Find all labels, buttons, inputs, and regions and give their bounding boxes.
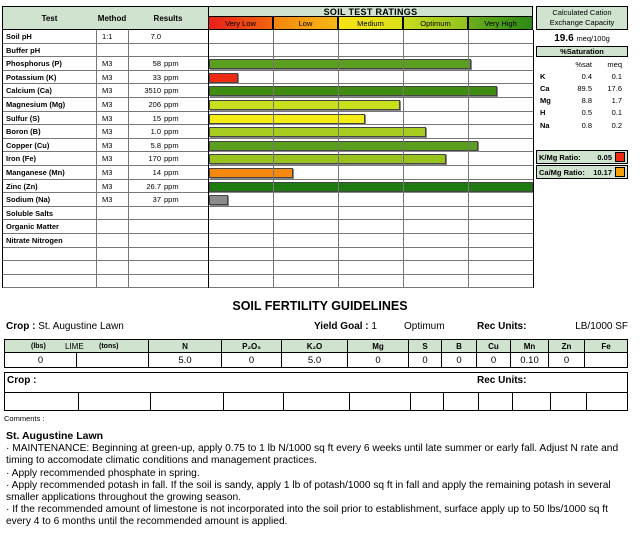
test-name: Manganese (Mn) — [6, 168, 65, 177]
nutrient-header: Mg — [348, 339, 409, 353]
test-method: M3 — [102, 181, 113, 191]
result-value: 3510 — [144, 86, 161, 96]
test-result — [130, 152, 206, 165]
test-result — [130, 139, 206, 152]
col-line — [512, 392, 513, 410]
saturation-row — [536, 119, 628, 131]
col-line — [2, 30, 3, 288]
saturation-element: Na — [540, 120, 550, 130]
cec-panel — [536, 6, 628, 131]
rec-units-value: LB/1000 SF — [575, 321, 628, 332]
test-name: Buffer pH — [6, 45, 41, 55]
tons-label: (tons) — [99, 342, 119, 350]
col-line — [349, 392, 350, 410]
crop-line — [6, 321, 630, 335]
rating-bar — [209, 73, 238, 83]
result-unit: ppm — [164, 140, 179, 150]
test-result — [130, 112, 206, 125]
test-name: Potassium (K) — [6, 72, 57, 82]
yield-value: 1 — [371, 321, 377, 332]
test-name: Iron (Fe) — [6, 154, 36, 164]
table-row — [2, 152, 533, 166]
test-method — [102, 248, 126, 261]
test-method: M3 — [102, 86, 113, 96]
test-method: M3 — [102, 59, 113, 69]
table-row — [2, 71, 533, 85]
lime-label: LIME — [65, 341, 84, 351]
saturation-meq: 17.6 — [607, 83, 622, 93]
test-method: M3 — [102, 168, 113, 177]
rating-bar — [209, 154, 446, 164]
result-value: 206 — [148, 100, 161, 109]
table-row — [2, 30, 533, 44]
cec-title-line1: Calculated Cation — [552, 8, 612, 17]
table-row — [2, 112, 533, 126]
band-optimum: Optimum — [403, 17, 468, 30]
lime-header — [4, 339, 149, 353]
saturation-row — [536, 107, 628, 119]
nutrient-value: 5.0 — [282, 353, 348, 368]
ca-mg-label: Ca/Mg Ratio: — [539, 167, 585, 177]
band-medium: Medium — [338, 17, 403, 30]
saturation-row — [536, 70, 628, 82]
crop-label: Crop : — [6, 321, 36, 332]
result-unit: ppm — [164, 72, 179, 82]
crop2-box — [4, 372, 628, 411]
col-line — [403, 30, 404, 288]
lime-tons-value — [77, 353, 149, 368]
nutrient-value: 0.10 — [511, 353, 549, 368]
col-line — [478, 392, 479, 410]
band-very-low: Very Low — [208, 17, 273, 30]
table-row — [2, 207, 533, 221]
note-line: · If the recommended amount of limestone is not incorporated into the soil prior to establishment, surface apply up to 50 lbs/1000 sq ft every 4 to 6 months until the recommended amount is applied. — [6, 504, 608, 528]
yield-desc: Optimum — [404, 321, 445, 332]
yield-label: Yield Goal : — [314, 321, 369, 332]
cec-value — [536, 30, 628, 46]
nutrient-value: 0 — [477, 353, 511, 368]
result-unit: ppm — [164, 181, 179, 191]
test-name: Soluble Salts — [6, 208, 54, 218]
table-row — [2, 220, 533, 234]
result-value: 7.0 — [150, 32, 161, 41]
saturation-title: %Saturation — [536, 46, 628, 57]
result-value: 26.7 — [146, 181, 161, 191]
table-row — [2, 261, 533, 275]
test-method — [102, 220, 126, 233]
col-line — [533, 30, 534, 288]
result-value: 170 — [148, 154, 161, 164]
nutrient-value: 0 — [549, 353, 585, 368]
saturation-pct: 89.5 — [577, 83, 592, 93]
cec-unit: meq/100g — [576, 34, 610, 43]
result-unit: ppm — [164, 127, 179, 137]
nutrient-header: Mn — [511, 339, 549, 353]
test-method — [102, 261, 126, 274]
table-row — [2, 275, 533, 289]
rating-bar — [209, 168, 293, 178]
test-name — [6, 261, 94, 274]
table-row — [2, 248, 533, 262]
rating-bar — [209, 127, 426, 137]
nutrient-header: Fe — [585, 339, 628, 353]
rec2-label: Rec Units: — [477, 375, 527, 386]
rating-bar — [209, 114, 365, 124]
col-line — [550, 392, 551, 410]
col-line — [410, 392, 411, 410]
test-result — [130, 193, 206, 206]
test-method: M3 — [102, 72, 113, 82]
test-result — [130, 220, 206, 233]
test-result — [130, 30, 206, 43]
test-name: Organic Matter — [6, 222, 59, 232]
nutrient-value: 5.0 — [149, 353, 222, 368]
result-unit: ppm — [164, 168, 179, 177]
table-row — [2, 234, 533, 248]
band-very-high: Very High — [468, 17, 533, 30]
saturation-element: H — [540, 108, 546, 118]
rating-bar — [209, 195, 228, 205]
result-unit: ppm — [164, 86, 179, 96]
result-value: 14 — [152, 168, 161, 177]
saturation-element: K — [540, 71, 546, 81]
result-value: 37 — [152, 195, 161, 205]
ca-mg-value: 10.17 — [593, 167, 612, 177]
notes — [6, 430, 634, 529]
test-result — [130, 234, 206, 247]
ca-mg-ratio — [536, 165, 628, 179]
rec-units-label: Rec Units: — [477, 321, 527, 332]
test-result — [130, 84, 206, 97]
k-mg-label: K/Mg Ratio: — [539, 152, 581, 162]
test-method: M3 — [102, 140, 113, 150]
rating-bar — [209, 59, 471, 69]
rating-bar — [209, 141, 478, 151]
test-method — [102, 234, 126, 247]
table-row — [2, 57, 533, 71]
saturation-header-row — [536, 58, 628, 70]
result-unit: ppm — [164, 154, 179, 164]
saturation-row — [536, 95, 628, 107]
header-method: Method — [96, 6, 129, 30]
result-value: 15 — [152, 113, 161, 123]
col-line — [96, 30, 97, 288]
table-row — [2, 180, 533, 194]
test-method: M3 — [102, 113, 113, 123]
ca-mg-swatch — [615, 167, 625, 177]
k-mg-ratio — [536, 150, 628, 164]
table-row — [2, 193, 533, 207]
nutrient-header: Zn — [549, 339, 585, 353]
test-name — [6, 275, 94, 288]
nutrient-header: N — [149, 339, 222, 353]
test-result — [130, 261, 206, 274]
result-value: 1.0 — [150, 127, 161, 137]
k-mg-value: 0.05 — [597, 152, 612, 162]
saturation-pct: 8.8 — [581, 96, 592, 106]
result-value: 33 — [152, 72, 161, 82]
test-result — [130, 207, 206, 220]
crop2-row — [5, 392, 627, 410]
test-name: Copper (Cu) — [6, 140, 50, 150]
col-line — [338, 30, 339, 288]
result-value: 5.8 — [150, 140, 161, 150]
test-result — [130, 248, 206, 261]
result-unit: ppm — [164, 195, 179, 205]
cec-title — [536, 6, 628, 30]
table-row — [2, 44, 533, 58]
test-name: Boron (B) — [6, 127, 41, 137]
rating-bar — [209, 86, 497, 96]
test-method: M3 — [102, 154, 113, 164]
col-line — [468, 30, 469, 288]
col-line — [150, 392, 151, 410]
guidelines-title: SOIL FERTILITY GUIDELINES — [232, 299, 408, 313]
col-line — [586, 392, 587, 410]
test-name: Calcium (Ca) — [6, 86, 52, 96]
test-result — [130, 125, 206, 138]
rating-bar — [209, 182, 533, 192]
table-row — [2, 84, 533, 98]
saturation-pct: 0.5 — [581, 108, 592, 118]
test-name: Sulfur (S) — [6, 113, 40, 123]
test-method: M3 — [102, 127, 113, 137]
col-sat: %sat — [575, 59, 592, 69]
comments-label: Comments : — [4, 414, 45, 423]
nutrient-header: Cu — [477, 339, 511, 353]
nutrient-value — [585, 353, 628, 368]
test-result — [130, 57, 206, 70]
test-result — [130, 71, 206, 84]
saturation-pct: 0.4 — [581, 71, 592, 81]
rating-bar — [209, 100, 400, 110]
table-row — [2, 139, 533, 153]
nutrient-value: 0 — [409, 353, 442, 368]
saturation-pct: 0.8 — [581, 120, 592, 130]
notes-title: St. Augustine Lawn — [6, 430, 104, 442]
note-line: · MAINTENANCE: Beginning at green-up, apply 0.75 to 1 lb N/1000 sq ft every 6 weeks until late summer or early fall. Adjust N rate and timing to accomodate climatic conditions and management practices. — [6, 443, 619, 467]
test-method — [102, 275, 126, 288]
nutrient-value: 0 — [442, 353, 477, 368]
result-unit: ppm — [164, 59, 179, 69]
nutrient-header: P₂O₅ — [222, 339, 282, 353]
test-name: Magnesium (Mg) — [6, 100, 66, 109]
table-row — [2, 98, 533, 112]
saturation-meq: 0.2 — [611, 120, 622, 130]
table-row — [2, 166, 533, 180]
yield-goal — [314, 321, 377, 332]
saturation-meq: 0.1 — [611, 108, 622, 118]
note-line: · Apply recommended potash in fall. If the soil is sandy, apply 1 lb of potash/1000 sq ft in fall and apply the remaining potash in several smaller applications throughout the growing season. — [6, 479, 611, 504]
ratings-title: SOIL TEST RATINGS — [208, 6, 533, 17]
saturation-meq: 1.7 — [611, 96, 622, 106]
col-meq: meq — [607, 59, 622, 69]
crop-value: St. Augustine Lawn — [38, 321, 124, 332]
test-method: M3 — [102, 195, 113, 205]
test-name: Sodium (Na) — [6, 195, 51, 205]
test-result — [130, 275, 206, 288]
note-line: · Apply recommended phosphate in spring. — [6, 467, 200, 479]
saturation-element: Ca — [540, 83, 550, 93]
nutrient-value: 0 — [222, 353, 282, 368]
crop2-label: Crop : — [7, 375, 37, 386]
nutrient-value: 0 — [348, 353, 409, 368]
col-line — [283, 392, 284, 410]
table-header — [2, 6, 533, 30]
saturation-element: Mg — [540, 96, 551, 106]
test-result — [130, 98, 206, 111]
test-method — [102, 44, 126, 57]
band-low: Low — [273, 17, 338, 30]
col-line — [443, 392, 444, 410]
test-method — [102, 207, 126, 220]
test-name: Nitrate Nitrogen — [6, 236, 63, 245]
nutrient-header: S — [409, 339, 442, 353]
col-line — [273, 30, 274, 288]
table-row — [2, 125, 533, 139]
test-name: Soil pH — [6, 32, 32, 41]
test-result — [130, 44, 206, 57]
test-result — [130, 180, 206, 193]
test-name: Phosphorus (P) — [6, 59, 62, 69]
test-name — [6, 248, 94, 261]
col-line — [78, 392, 79, 410]
saturation-meq: 0.1 — [611, 71, 622, 81]
result-value: 58 — [152, 59, 161, 69]
col-line — [223, 392, 224, 410]
cec-number: 19.6 — [554, 33, 574, 44]
cec-title-line2: Exchange Capacity — [549, 18, 615, 27]
saturation-row — [536, 82, 628, 94]
result-unit: ppm — [164, 100, 179, 109]
lime-lbs-value: 0 — [4, 353, 77, 368]
header-test: Test — [2, 6, 97, 30]
test-method: 1:1 — [102, 32, 113, 41]
nutrient-header: B — [442, 339, 477, 353]
col-line — [208, 30, 209, 288]
test-result — [130, 166, 206, 179]
k-mg-swatch — [615, 152, 625, 162]
test-name: Zinc (Zn) — [6, 181, 38, 191]
test-method: M3 — [102, 100, 113, 109]
lbs-label: (lbs) — [31, 342, 46, 350]
result-unit: ppm — [164, 113, 179, 123]
header-results: Results — [128, 6, 209, 30]
col-line — [128, 30, 129, 288]
saturation-table — [536, 58, 628, 131]
nutrient-header: K₂O — [282, 339, 348, 353]
